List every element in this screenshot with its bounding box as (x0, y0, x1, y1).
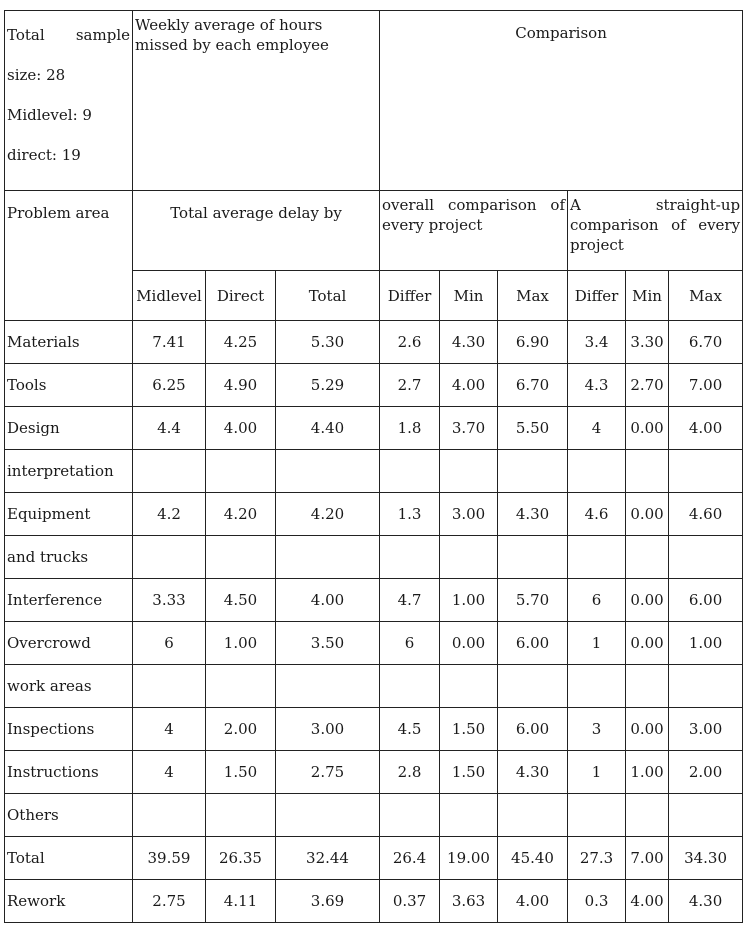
table-cell: 7.41 (133, 321, 206, 364)
table-row (5, 794, 743, 837)
table-cell: 4.30 (498, 493, 568, 536)
table-row (5, 751, 743, 794)
table-cell: 6.25 (133, 364, 206, 407)
table-cell: 4.11 (206, 880, 276, 923)
table-cell (380, 450, 440, 493)
table-cell: 2.75 (276, 751, 380, 794)
table-cell (276, 450, 380, 493)
table-cell: 4 (133, 708, 206, 751)
header-row-mid (5, 191, 743, 271)
table-cell: 4.30 (498, 751, 568, 794)
straight-word-5: every (698, 216, 741, 234)
table-row (5, 665, 743, 708)
direct-count-text: direct: 19 (7, 146, 81, 164)
table-cell: 3.50 (276, 622, 380, 665)
midlevel-count-text: Midlevel: 9 (7, 106, 92, 124)
table-cell: 4.3 (568, 364, 626, 407)
table-cell: 1 (568, 751, 626, 794)
sample-text-1a: Total (7, 26, 45, 44)
table-row (5, 708, 743, 751)
table-cell: 4.7 (380, 579, 440, 622)
table-cell: 34.30 (669, 837, 743, 880)
table-cell (206, 665, 276, 708)
table-cell: 0.00 (626, 622, 669, 665)
table-cell (669, 536, 743, 579)
col-header-min-straight: Min (626, 271, 669, 321)
overall-word-2: comparison (447, 196, 537, 214)
row-label: work areas (5, 665, 133, 708)
table-cell: 4.00 (276, 579, 380, 622)
table-cell (568, 794, 626, 837)
table-row (5, 321, 743, 364)
table-cell (276, 665, 380, 708)
table-cell (568, 536, 626, 579)
straight-line-3: project (570, 236, 624, 254)
weekly-average-header: Weekly average of hours missed by each employee (133, 11, 380, 191)
straight-word-2: straight-up (655, 196, 741, 214)
table-cell (440, 794, 498, 837)
table-cell: 2.00 (206, 708, 276, 751)
table-cell: 26.35 (206, 837, 276, 880)
table-cell: 2.8 (380, 751, 440, 794)
table-cell: 6.70 (669, 321, 743, 364)
overall-word-3: of (550, 196, 566, 214)
table-cell: 4 (133, 751, 206, 794)
sample-size-text: size: 28 (7, 66, 66, 84)
table-cell: 6 (133, 622, 206, 665)
sample-size-cell (5, 11, 133, 191)
table-cell: 4.30 (440, 321, 498, 364)
row-label: Others (5, 794, 133, 837)
overall-line-2: every project (382, 216, 483, 234)
table-cell (498, 536, 568, 579)
table-cell: 2.75 (133, 880, 206, 923)
table-cell (626, 794, 669, 837)
table-cell: 19.00 (440, 837, 498, 880)
table-cell: 1.50 (440, 751, 498, 794)
table-cell: 32.44 (276, 837, 380, 880)
problem-area-header: Problem area (5, 191, 133, 321)
table-cell: 2.70 (626, 364, 669, 407)
row-label: Total (5, 837, 133, 880)
row-label: Design (5, 407, 133, 450)
total-average-delay-header: Total average delay by (133, 191, 380, 271)
table-cell (568, 665, 626, 708)
table-cell: 6.90 (498, 321, 568, 364)
table-cell (276, 794, 380, 837)
table-cell: 4.00 (669, 407, 743, 450)
table-cell: 3.63 (440, 880, 498, 923)
table-row (5, 880, 743, 923)
table-cell: 6.00 (498, 708, 568, 751)
table-cell: 1.00 (440, 579, 498, 622)
table-cell: 1.00 (626, 751, 669, 794)
row-label: Instructions (5, 751, 133, 794)
table-cell: 39.59 (133, 837, 206, 880)
row-label: Materials (5, 321, 133, 364)
table-cell: 3.00 (276, 708, 380, 751)
table-cell: 4.20 (276, 493, 380, 536)
row-label: and trucks (5, 536, 133, 579)
straight-word-1: A (570, 196, 581, 214)
table-cell: 5.29 (276, 364, 380, 407)
table-cell: 0.00 (626, 407, 669, 450)
table-cell: 4.00 (440, 364, 498, 407)
table-cell: 45.40 (498, 837, 568, 880)
straight-word-3: comparison (570, 216, 659, 234)
table-cell: 1 (568, 622, 626, 665)
table-cell: 0.3 (568, 880, 626, 923)
table-cell: 4.00 (498, 880, 568, 923)
table-cell: 4.20 (206, 493, 276, 536)
table-cell: 6 (380, 622, 440, 665)
table-cell: 7.00 (626, 837, 669, 880)
col-header-differ-overall: Differ (380, 271, 440, 321)
table-row (5, 837, 743, 880)
table-cell (626, 536, 669, 579)
table-cell: 2.7 (380, 364, 440, 407)
table-cell (133, 450, 206, 493)
col-header-midlevel: Midlevel (133, 271, 206, 321)
table-cell (440, 536, 498, 579)
table-cell: 4.50 (206, 579, 276, 622)
table-cell: 1.3 (380, 493, 440, 536)
table-cell (498, 665, 568, 708)
table-cell: 3.33 (133, 579, 206, 622)
straight-up-comparison-header (568, 191, 743, 271)
table-cell: 4.90 (206, 364, 276, 407)
table-cell (380, 794, 440, 837)
table-cell: 0.00 (626, 579, 669, 622)
table-cell: 4.60 (669, 493, 743, 536)
table-cell (206, 450, 276, 493)
table-cell (133, 665, 206, 708)
table-cell: 1.00 (669, 622, 743, 665)
table-cell (440, 665, 498, 708)
table-row (5, 493, 743, 536)
table-cell: 1.50 (440, 708, 498, 751)
table-cell: 0.00 (626, 708, 669, 751)
table-cell: 5.30 (276, 321, 380, 364)
comparison-header: Comparison (380, 11, 743, 191)
table-cell: 3.00 (440, 493, 498, 536)
table-cell (568, 450, 626, 493)
table-cell: 3.00 (669, 708, 743, 751)
table-cell: 3.30 (626, 321, 669, 364)
delay-comparison-table (4, 10, 743, 923)
table-cell: 1.00 (206, 622, 276, 665)
table-cell: 3.4 (568, 321, 626, 364)
table-cell: 27.3 (568, 837, 626, 880)
col-header-direct: Direct (206, 271, 276, 321)
table-cell: 4.4 (133, 407, 206, 450)
sample-text-1b: sample (75, 26, 130, 44)
col-header-differ-straight: Differ (568, 271, 626, 321)
table-cell: 0.00 (440, 622, 498, 665)
overall-word-1: overall (382, 196, 435, 214)
table-cell: 4.00 (626, 880, 669, 923)
col-header-max-overall: Max (498, 271, 568, 321)
row-label: Overcrowd (5, 622, 133, 665)
table-cell (669, 450, 743, 493)
table-cell: 5.50 (498, 407, 568, 450)
table-cell: 4.25 (206, 321, 276, 364)
row-label: Inspections (5, 708, 133, 751)
row-label: Rework (5, 880, 133, 923)
table-cell (380, 536, 440, 579)
table-cell (206, 794, 276, 837)
row-label: interpretation (5, 450, 133, 493)
table-cell: 0.00 (626, 493, 669, 536)
table-cell (498, 450, 568, 493)
row-label: Equipment (5, 493, 133, 536)
table-cell: 2.00 (669, 751, 743, 794)
table-body (5, 321, 743, 923)
table-cell: 6.00 (669, 579, 743, 622)
table-cell (440, 450, 498, 493)
table-row (5, 579, 743, 622)
table-cell (276, 536, 380, 579)
table-cell (498, 794, 568, 837)
table-cell: 6.00 (498, 622, 568, 665)
table-cell: 6.70 (498, 364, 568, 407)
table-row (5, 450, 743, 493)
header-row-top (5, 11, 743, 191)
col-header-min-overall: Min (440, 271, 498, 321)
table-cell: 3.70 (440, 407, 498, 450)
table-cell: 7.00 (669, 364, 743, 407)
table-cell: 3 (568, 708, 626, 751)
table-cell (626, 450, 669, 493)
table-row (5, 364, 743, 407)
table-cell (669, 665, 743, 708)
table-cell: 3.69 (276, 880, 380, 923)
table-cell: 4.2 (133, 493, 206, 536)
table-cell (626, 665, 669, 708)
table-cell: 4.6 (568, 493, 626, 536)
row-label: Interference (5, 579, 133, 622)
table-cell (133, 536, 206, 579)
table-cell: 4.40 (276, 407, 380, 450)
table-row (5, 536, 743, 579)
overall-comparison-header (380, 191, 568, 271)
table-cell: 4.00 (206, 407, 276, 450)
table-cell: 5.70 (498, 579, 568, 622)
table-cell: 6 (568, 579, 626, 622)
table-row (5, 622, 743, 665)
col-header-total: Total (276, 271, 380, 321)
col-header-max-straight: Max (669, 271, 743, 321)
table-cell: 4.5 (380, 708, 440, 751)
table-cell (133, 794, 206, 837)
table-row (5, 407, 743, 450)
row-label: Tools (5, 364, 133, 407)
table-cell: 26.4 (380, 837, 440, 880)
table-cell (206, 536, 276, 579)
straight-word-4: of (671, 216, 686, 234)
table-cell: 2.6 (380, 321, 440, 364)
table-cell (669, 794, 743, 837)
table-cell: 4 (568, 407, 626, 450)
table-cell: 1.50 (206, 751, 276, 794)
table-cell: 0.37 (380, 880, 440, 923)
table-cell: 1.8 (380, 407, 440, 450)
table-cell (380, 665, 440, 708)
table-cell: 4.30 (669, 880, 743, 923)
